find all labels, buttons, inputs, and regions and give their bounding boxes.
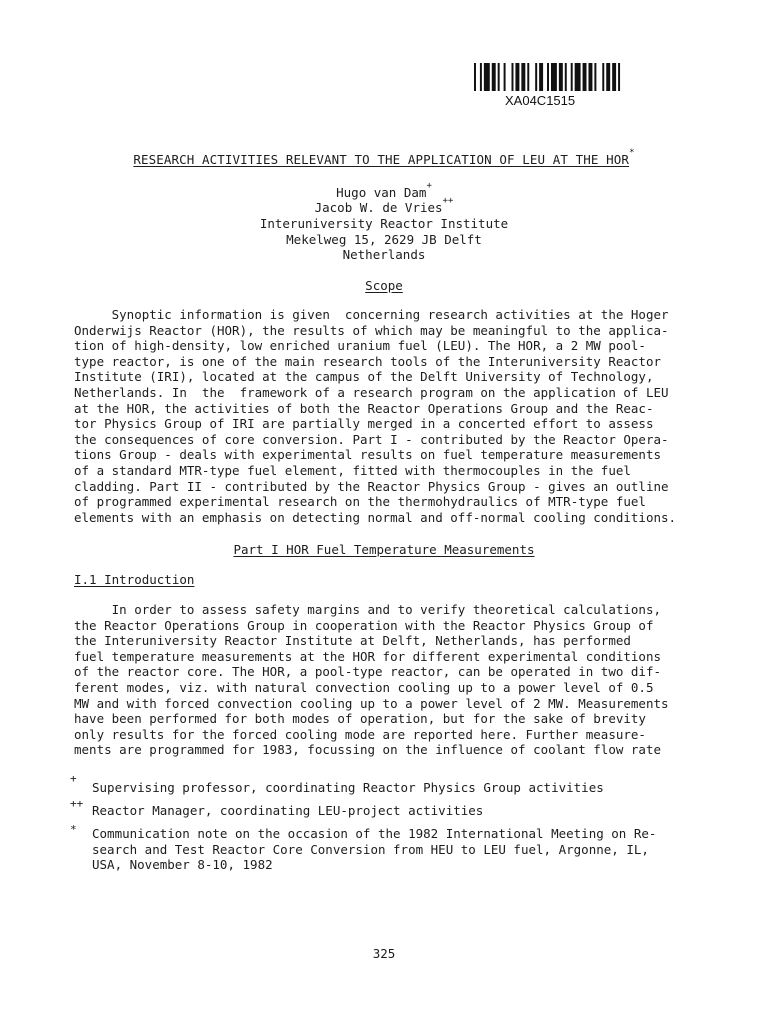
scope-line: tion of high-density, low enriched uranium fuel (LEU). The HOR, a 2 MW pool-: [74, 338, 646, 354]
scope-heading: Scope: [365, 278, 403, 293]
intro-line: fuel temperature measurements at the HOR for different experimental conditions: [74, 648, 661, 664]
footnote-text: USA, November 8-10, 1982: [92, 857, 273, 873]
paper-title: [0, 148, 768, 167]
scope-line: tor Physics Group of IRI are partially merged in a concerted effort to assess: [74, 416, 654, 432]
intro-line: of the reactor core. The HOR, a pool-type reactor, can be operated in two dif-: [74, 664, 661, 680]
footnote-text: search and Test Reactor Core Conversion from HEU to LEU fuel, Argonne, IL,: [92, 841, 649, 857]
footnote-text: Supervising professor, coordinating Reactor Physics Group activities: [92, 780, 604, 795]
intro-line: In order to assess safety margins and to verify theoretical calculations,: [74, 602, 661, 617]
scope-line: the consequences of core conversion. Part I - contributed by the Reactor Opera-: [74, 431, 669, 447]
footnote-mark: *: [70, 823, 77, 836]
intro-line: have been performed for both modes of operation, but for the sake of brevity: [74, 711, 646, 727]
barcode-id: XA04C1515: [505, 93, 576, 108]
affiliation-address: Mekelweg 15, 2629 JB Delft: [286, 232, 482, 247]
scope-line: Synoptic information is given concerning research activities at the Hoger: [74, 307, 669, 322]
footnote-text: Reactor Manager, coordinating LEU-project activities: [92, 803, 484, 818]
scope-line: tions Group - deals with experimental results on fuel temperature measurements: [74, 447, 661, 463]
intro-line: only results for the forced cooling mode are reported here. Further measure-: [74, 726, 646, 742]
scope-line: Institute (IRI), located at the campus of the Delft University of Technology,: [74, 369, 654, 385]
affiliation-country: Netherlands: [342, 247, 426, 262]
scope-line: cladding. Part II - contributed by the Reactor Physics Group - gives an outline: [74, 478, 669, 494]
intro-line: ments are programmed for 1983, focussing on the influence of coolant flow rate: [74, 742, 661, 758]
barcode-image: [474, 63, 624, 91]
author-2-name: Jacob W. de Vries: [314, 200, 443, 215]
intro-line: the Reactor Operations Group in cooperation with the Reactor Physics Group of: [74, 617, 654, 633]
intro-line: MW and with forced convection cooling up to a power level of 2 MW. Measurements: [74, 695, 669, 711]
scope-line: Netherlands. In the framework of a research program on the application of LEU: [74, 385, 669, 400]
intro-heading: I.1 Introduction: [74, 572, 195, 587]
scope-line: at the HOR, the activities of both the Reactor Operations Group and the Reac-: [74, 400, 654, 416]
scope-line: of a standard MTR-type fuel element, fitted with thermocouples in the fuel: [74, 463, 631, 478]
author-1-name: Hugo van Dam: [336, 185, 427, 200]
intro-line: the Interuniversity Reactor Institute at Delft, Netherlands, has performed: [74, 633, 631, 649]
footnote-mark: +: [70, 772, 77, 785]
page-number: 325: [372, 946, 396, 961]
intro-line: ferent modes, viz. with natural convection cooling up to a power level of 0.5: [74, 680, 654, 695]
footnote-text: Communication note on the occasion of the 1982 International Meeting on Re-: [92, 826, 657, 841]
scope-line: type reactor, is one of the main research tools of the Interuniversity Reactor: [74, 353, 661, 369]
part1-heading: Part I HOR Fuel Temperature Measurements: [233, 542, 535, 557]
scope-line: elements with an emphasis on detecting normal and off-normal cooling conditions.: [74, 509, 677, 525]
title-text: RESEARCH ACTIVITIES RELEVANT TO THE APPLICATION OF LEU AT THE HOR: [133, 152, 630, 167]
author-2-mark: ++: [442, 196, 454, 206]
scope-line: Onderwijs Reactor (HOR), the results of which may be meaningful to the applica-: [74, 322, 669, 338]
author-1: [0, 181, 768, 200]
author-2: [0, 196, 768, 215]
author-1-mark: +: [426, 181, 432, 191]
title-footnote-mark: *: [629, 148, 635, 158]
scope-line: of programmed experimental research on the thermohydraulics of MTR-type fuel: [74, 494, 646, 510]
affiliation-institute: Interuniversity Reactor Institute: [259, 216, 509, 231]
footnote-mark: ++: [70, 797, 84, 810]
